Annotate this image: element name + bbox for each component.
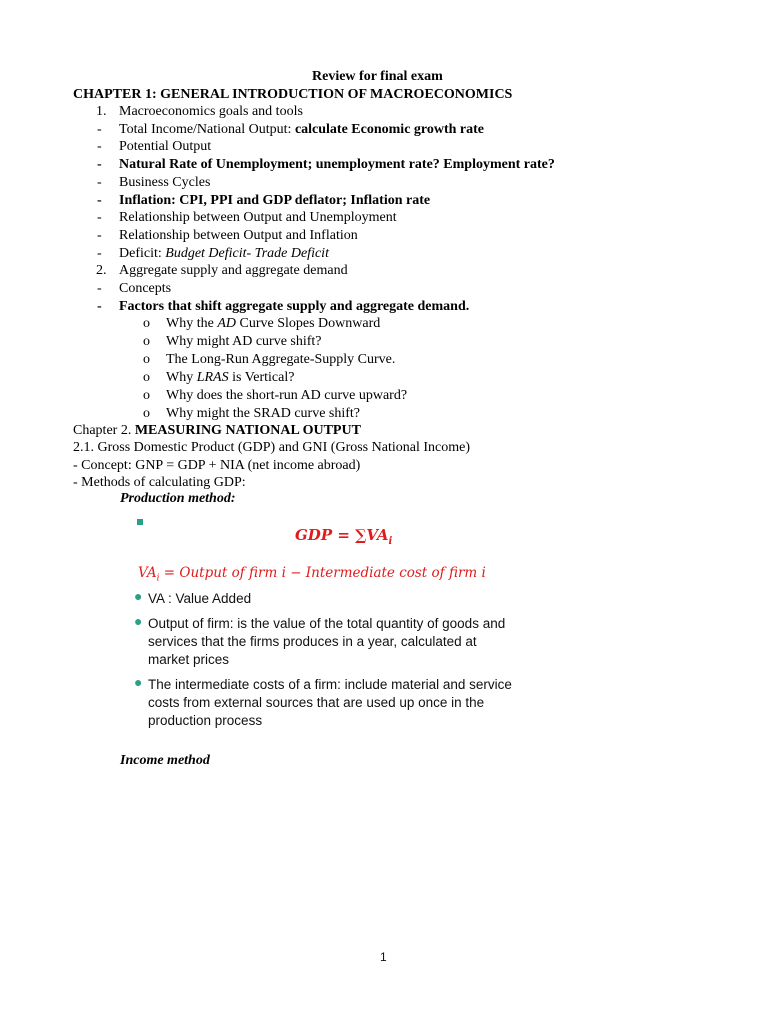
list-item: Aggregate supply and aggregate demand — [119, 263, 348, 278]
list-marker: - — [97, 246, 102, 261]
list-item: Relationship between Output and Inflation — [119, 228, 358, 243]
concept-line: - Concept: GNP = GDP + NIA (net income abroad) — [73, 458, 361, 473]
chapter1-heading: CHAPTER 1: GENERAL INTRODUCTION OF MACROECONOMICS — [73, 87, 513, 102]
va-formula-rhs: = Output of firm i − Intermediate cost of firm i — [159, 565, 486, 581]
list-marker: - — [97, 193, 102, 208]
sublist-marker: o — [143, 352, 150, 367]
list-marker: - — [97, 122, 102, 137]
income-method-heading: Income method — [120, 753, 210, 768]
list-item-text: Total Income/National Output: — [119, 122, 295, 137]
gdp-formula-subscript: i — [388, 536, 393, 547]
list-marker: - — [97, 157, 102, 172]
list-item: Inflation: CPI, PPI and GDP deflator; Inflation rate — [119, 193, 431, 208]
bullet-dot-icon: ● — [134, 676, 143, 691]
sublist-item-italic: LRAS — [196, 370, 229, 385]
sublist-item: Why does the short-run AD curve upward? — [166, 388, 408, 403]
sublist-item — [166, 369, 294, 387]
bullet-dot-icon: ● — [134, 615, 143, 630]
page-number: 1 — [380, 950, 387, 964]
list-marker: - — [97, 299, 102, 314]
sublist-item-text: is Vertical? — [228, 370, 295, 385]
sublist-marker: o — [143, 370, 150, 385]
sublist-marker: o — [143, 388, 150, 403]
sublist-item-text: Why — [166, 370, 197, 385]
list-marker: 2. — [96, 263, 107, 278]
sublist-item: Why might the SRAD curve shift? — [166, 406, 361, 421]
chapter2-heading-title: MEASURING NATIONAL OUTPUT — [134, 423, 361, 438]
sublist-item-italic: AD — [217, 316, 236, 331]
document-title: Review for final exam — [312, 69, 443, 84]
va-formula-subscript: i — [156, 573, 160, 584]
list-marker: - — [97, 175, 102, 190]
chapter2-heading-prefix: Chapter 2. — [73, 423, 135, 438]
sublist-item: The Long-Run Aggregate-Supply Curve. — [166, 352, 396, 367]
sublist-marker: o — [143, 316, 150, 331]
sublist-item: Why might AD curve shift? — [166, 334, 322, 349]
list-marker: - — [97, 228, 102, 243]
bullet-line: production process — [148, 713, 263, 728]
bullet-line: Output of firm: is the value of the total quantity of goods and — [148, 616, 506, 631]
list-item-italic: Budget Deficit- Trade Deficit — [165, 246, 329, 261]
gdp-formula-text: GDP = ∑VA — [295, 526, 389, 544]
square-bullet-icon — [137, 519, 143, 525]
list-item — [119, 121, 484, 139]
sublist-item-text: Why the — [166, 316, 218, 331]
gdp-formula — [295, 520, 392, 557]
va-formula-lhs: VA — [138, 565, 157, 581]
list-item: Concepts — [119, 281, 172, 296]
bullet-dot-icon: ● — [134, 590, 143, 605]
list-marker: - — [97, 281, 102, 296]
section-heading: 2.1. Gross Domestic Product (GDP) and GNI (Gross National Income) — [73, 440, 470, 455]
bullet-line: services that the firms produces in a year, calculated at — [148, 634, 477, 649]
list-item: Business Cycles — [119, 175, 211, 190]
production-method-heading: Production method: — [120, 491, 236, 506]
sublist-item-text: Curve Slopes Downward — [236, 316, 381, 331]
sublist-marker: o — [143, 406, 150, 421]
list-item: Relationship between Output and Unemployment — [119, 210, 397, 225]
list-item: Natural Rate of Unemployment; unemployment rate? Employment rate? — [119, 157, 555, 172]
list-item-bold: calculate Economic growth rate — [294, 122, 485, 137]
list-marker: - — [97, 210, 102, 225]
list-marker: 1. — [96, 104, 107, 119]
list-item: Macroeconomics goals and tools — [119, 104, 303, 119]
list-item — [119, 245, 329, 263]
list-item: Factors that shift aggregate supply and aggregate demand. — [119, 299, 470, 314]
sublist-marker: o — [143, 334, 150, 349]
list-item: Potential Output — [119, 139, 212, 154]
bullet-line: The intermediate costs of a firm: include material and service — [148, 677, 512, 692]
va-formula — [138, 564, 486, 588]
methods-line: - Methods of calculating GDP: — [73, 475, 246, 490]
bullet-line: costs from external sources that are used up once in the — [148, 695, 485, 710]
chapter2-heading — [73, 422, 361, 440]
list-item-text: Deficit: — [119, 246, 166, 261]
bullet-line: VA : Value Added — [148, 591, 252, 606]
list-marker: - — [97, 139, 102, 154]
sublist-item — [166, 315, 380, 333]
bullet-line: market prices — [148, 652, 230, 667]
